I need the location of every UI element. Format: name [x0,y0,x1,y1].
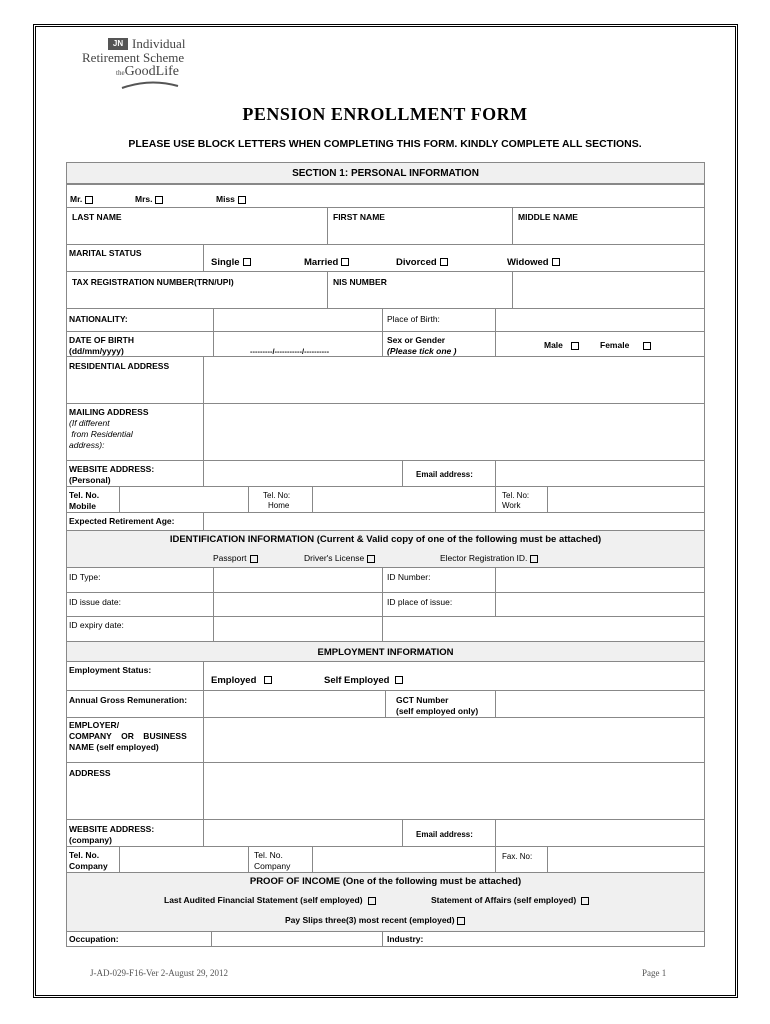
sex-male[interactable] [544,340,579,351]
employed-label: Employed [211,675,257,686]
retirement-field[interactable] [203,512,705,531]
checkbox-icon[interactable] [571,342,579,350]
tel-home-label: Tel. No: [263,491,291,500]
tel-work-sub: Work [502,501,521,510]
tel-company-sub: Company [69,861,108,871]
place-birth-label: Place of Birth: [387,314,440,324]
dob-placeholder: ---------/-----------/---------- [250,347,330,356]
sex-label: Sex or Gender [387,335,446,345]
dob-format: (dd/mm/yyyy) [69,346,124,356]
id-expiry-field[interactable] [213,616,383,642]
male-label: Male [544,340,563,350]
tel-home-field[interactable] [312,486,496,513]
id-issue-field[interactable] [213,592,383,617]
gross-field[interactable] [203,690,386,718]
tel-company2-label: Tel. No. [254,850,283,860]
gross-label: Annual Gross Remuneration: [69,695,188,705]
employment-status-label: Employment Status: [69,665,152,675]
first-name-label: FIRST NAME [333,212,385,222]
audited-label: Last Audited Financial Statement (self employed) [164,895,363,905]
id-issue-label: ID issue date: [69,597,121,607]
gct-field[interactable] [495,690,705,718]
checkbox-icon[interactable] [367,555,375,563]
mailing-hint2: from Residential [69,429,133,439]
title-miss[interactable] [216,194,246,204]
payslips-label: Pay Slips three(3) most recent (employed) [285,915,455,925]
email-label: Email address: [416,470,473,479]
footer-page: Page 1 [642,968,667,978]
residential-label: RESIDENTIAL ADDRESS [69,361,170,371]
logo-mark-icon: JN [108,38,128,50]
tel-company-label: Tel. No. [69,850,100,860]
occupation-label: Occupation: [69,934,119,944]
company-email-field[interactable] [495,819,705,847]
title-mr[interactable] [70,194,93,204]
nis-extra-field[interactable] [512,271,705,309]
logo-goodlife: GoodLife [124,64,179,79]
marital-widowed[interactable] [507,257,560,268]
website-company-sub: (company) [69,835,112,845]
form-title: PENSION ENROLLMENT FORM [242,104,528,124]
widowed-label: Widowed [507,257,549,268]
address-field[interactable] [203,762,705,820]
gct-label: GCT Number [396,695,449,705]
website-personal-sub: (Personal) [69,475,111,485]
checkbox-icon[interactable] [250,555,258,563]
id-place-field[interactable] [495,592,705,617]
tel-mobile-field[interactable] [119,486,249,513]
checkbox-icon[interactable] [530,555,538,563]
mailing-hint1: (If different [69,418,110,428]
checkbox-icon[interactable] [552,258,560,266]
industry-cell[interactable] [382,931,705,947]
employer-label2: COMPANY OR BUSINESS [69,731,187,741]
tel-home-sub: Home [268,501,290,510]
mailing-hint3: address): [69,440,105,450]
female-label: Female [600,340,630,350]
fax-field[interactable] [547,846,705,873]
footer-code: J-AD-029-F16-Ver 2-August 29, 2012 [90,968,228,978]
checkbox-icon[interactable] [264,676,272,684]
income-audited[interactable] [164,895,376,906]
checkbox-icon[interactable] [643,342,651,350]
employment-status-cell [203,661,705,691]
employment-self[interactable] [324,675,403,686]
email-field[interactable] [495,460,705,487]
website-company-label: WEBSITE ADDRESS: [69,824,155,834]
nationality-label: NATIONALITY: [69,314,128,324]
checkbox-icon[interactable] [243,258,251,266]
irs-logo [80,36,220,92]
sex-hint: (Please tick one ) [387,346,457,356]
logo-the: the [116,69,125,77]
website-personal-label: WEBSITE ADDRESS: [69,464,155,474]
marital-married[interactable] [304,257,349,268]
employment-header: EMPLOYMENT INFORMATION [66,641,705,662]
id-drivers[interactable] [304,553,375,564]
website-company-field[interactable] [203,819,403,847]
title-miss-label: Miss [216,194,235,204]
income-payslips[interactable] [285,915,465,926]
gct-sub: (self employed only) [396,706,479,716]
trn-label: TAX REGISTRATION NUMBER(TRN/UPI) [72,277,234,287]
occupation-field[interactable] [211,931,383,947]
sex-female[interactable] [600,340,651,351]
mailing-label: MAILING ADDRESS [69,407,149,417]
tel-company-field[interactable] [119,846,249,873]
industry-label: Industry: [387,934,424,944]
single-label: Single [211,257,240,268]
checkbox-icon[interactable] [368,897,376,905]
id-type-field[interactable] [213,567,383,593]
id-expiry-label: ID expiry date: [69,620,124,630]
affairs-label: Statement of Affairs (self employed) [431,895,577,905]
identification-header: IDENTIFICATION INFORMATION (Current & Valid copy of one of the following must be attached) [169,534,602,545]
tel-company2-sub: Company [254,861,291,871]
passport-label: Passport [213,553,247,563]
mailing-field[interactable] [203,403,705,461]
middle-name-label: MIDDLE NAME [518,212,578,222]
logo-line3 [116,64,179,80]
nationality-field[interactable] [213,308,383,332]
id-elector[interactable] [440,553,538,564]
id-place-label: ID place of issue: [387,597,453,607]
address-label: ADDRESS [69,768,111,778]
fax-label: Fax. No: [502,852,533,861]
tel-mobile-sub: Mobile [69,501,96,511]
id-type-label: ID Type: [69,572,101,582]
employer-label3: NAME (self employed) [69,742,159,752]
title-mr-label: Mr. [70,194,83,204]
id-passport[interactable] [213,553,258,564]
drivers-label: Driver's License [304,553,365,563]
checkbox-icon[interactable] [85,196,93,204]
website-personal-field[interactable] [203,460,403,487]
id-number-label: ID Number: [387,572,431,582]
tel-company2-field[interactable] [312,846,496,873]
logo-line2: Retirement Scheme [82,50,185,65]
employment-employed[interactable] [211,675,272,686]
residential-field[interactable] [203,356,705,404]
checkbox-icon[interactable] [440,258,448,266]
title-mrs[interactable] [135,194,163,204]
checkbox-icon[interactable] [238,196,246,204]
checkbox-icon[interactable] [395,676,403,684]
employer-label: EMPLOYER/ [69,720,120,730]
place-birth-field[interactable] [495,308,705,332]
tel-work-label: Tel. No: [502,491,530,500]
income-affairs[interactable] [431,895,589,906]
last-name-label: LAST NAME [72,212,122,222]
logo-swoosh-icon [120,80,180,90]
elector-label: Elector Registration ID. [440,553,528,563]
checkbox-icon[interactable] [341,258,349,266]
divorced-label: Divorced [396,257,437,268]
title-mrs-label: Mrs. [135,194,153,204]
dob-label: DATE OF BIRTH [69,335,135,345]
checkbox-icon[interactable] [581,897,589,905]
marital-single[interactable] [211,257,251,268]
marital-divorced[interactable] [396,257,448,268]
id-expiry-extra [382,616,705,642]
employer-field[interactable] [203,717,705,763]
checkbox-icon[interactable] [155,196,163,204]
nis-label: NIS NUMBER [333,277,387,287]
tel-mobile-label: Tel. No. [69,490,100,500]
instructions: PLEASE USE BLOCK LETTERS WHEN COMPLETING THIS FORM. KINDLY COMPLETE ALL SECTIONS. [128,138,642,150]
income-header: PROOF OF INCOME (One of the following must be attached) [249,876,522,887]
married-label: Married [304,257,339,268]
retirement-label: Expected Retirement Age: [69,516,175,526]
company-email-label: Email address: [416,830,473,839]
section1-header: SECTION 1: PERSONAL INFORMATION [66,162,705,184]
checkbox-icon[interactable] [457,917,465,925]
self-employed-label: Self Employed [324,675,390,686]
id-number-field[interactable] [495,567,705,593]
tel-work-field[interactable] [547,486,705,513]
marital-status-label: MARITAL STATUS [69,248,142,258]
logo-line1: Individual [132,36,186,51]
